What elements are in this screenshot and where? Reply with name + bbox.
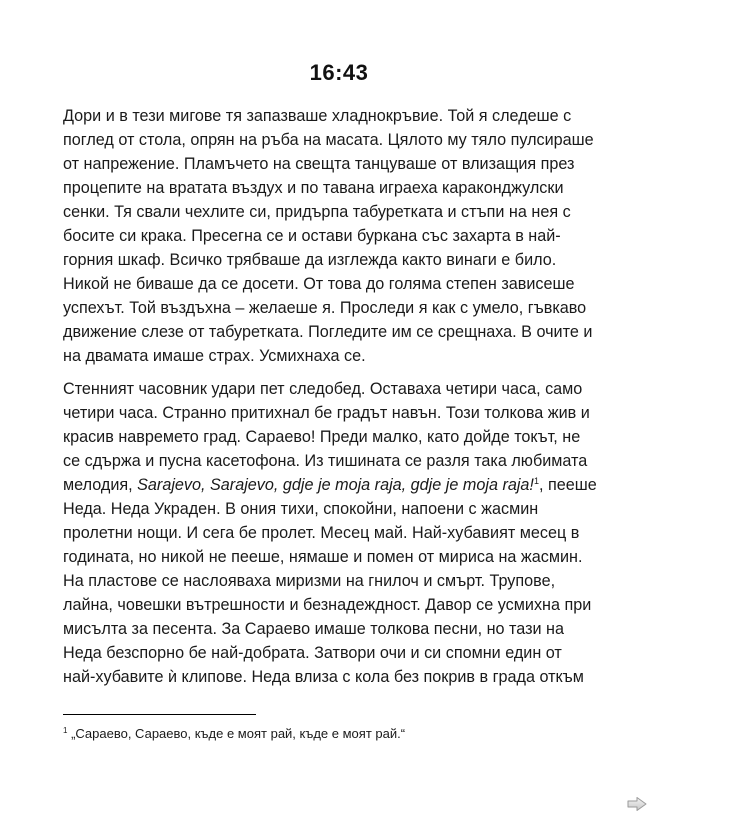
text-line: успехът. Той въздъхна – желаеше я. Проследи я как с умело, гъвкаво: [63, 299, 587, 317]
text-line-with-song: [63, 473, 619, 497]
text-line: Дори и в тези мигове тя запазваше хладнокръвие. Той я следеше с: [63, 107, 572, 125]
paragraph-2: [63, 377, 619, 689]
text-line: процепите на вратата въздух и по тавана играеха караконджулски: [63, 179, 564, 197]
text-line: На пластове се наслояваха миризми на гнилоч и смърт. Трупове,: [63, 572, 556, 590]
footnote-text: „Сараево, Сараево, къде е моят рай, къде е моят рай.“: [67, 726, 406, 741]
song-line-suffix: , пееше: [538, 476, 597, 494]
body-text: [63, 104, 619, 698]
text-line: горния шкаф. Всичко трябваше да изглежда както винаги е било.: [63, 251, 557, 269]
text-line: поглед от стола, опрян на ръба на масата. Цялото му тяло пулсираше: [63, 131, 594, 149]
footnote: [63, 725, 405, 743]
paragraph-1: [63, 104, 619, 368]
text-line: Никой не биваше да се досети. От това до голяма степен зависеше: [63, 275, 575, 293]
text-line: красив навремето град. Сараево! Преди малко, като дойде токът, не: [63, 428, 581, 446]
arrow-right-icon[interactable]: [626, 796, 648, 812]
text-line: пролетни нощи. И сега бе пролет. Месец май. Най-хубавият месец в: [63, 524, 580, 542]
text-line: се сдържа и пусна касетофона. Из тишината се разля така любимата: [63, 452, 588, 470]
footnote-reference[interactable]: 1: [533, 476, 539, 486]
arrow-right-icon-graphic: [626, 796, 648, 812]
text-line: годината, но никой не пееше, нямаше и помен от мириса на жасмин.: [63, 548, 583, 566]
text-line: Неда безспорно бе най-добрата. Затвори очи и си спомни един от: [63, 644, 562, 662]
song-line-prefix: мелодия,: [63, 476, 138, 494]
text-line: босите си крака. Пресегна се и остави буркана със захарта в най-: [63, 227, 561, 245]
text-line: Стенният часовник удари пет следобед. Оставаха четири часа, само: [63, 380, 583, 398]
text-line: сенки. Тя свали чехлите си, придърпа табуретката и стъпи на нея с: [63, 203, 571, 221]
text-line: на двамата имаше страх. Усмихнаха се.: [63, 347, 366, 365]
song-title: Sarajevo, Sarajevo, gdje je moja raja, gdje je moja raja!: [137, 476, 534, 494]
text-line: Неда. Неда Украден. В ония тихи, спокойни, напоени с жасмин: [63, 500, 539, 518]
text-line: от напрежение. Пламъчето на свещта танцуваше от влизащия през: [63, 155, 575, 173]
text-line: движение слезе от табуретката. Погледите им се срещнаха. В очите и: [63, 323, 593, 341]
text-line: най-хубавите ѝ клипове. Неда влиза с кола без покрив в града откъм: [63, 668, 584, 686]
footnote-number: 1: [63, 726, 68, 735]
text-line: мисълта за песента. За Сараево имаше толкова песни, но тази на: [63, 620, 564, 638]
chapter-heading: 16:43: [309, 60, 369, 85]
footnote-separator: [63, 714, 256, 715]
text-line: лайна, човешки вътрешности и безнадеждност. Давор се усмихна при: [63, 596, 592, 614]
text-line: четири часа. Странно притихнал бе градът навън. Този толкова жив и: [63, 404, 590, 422]
